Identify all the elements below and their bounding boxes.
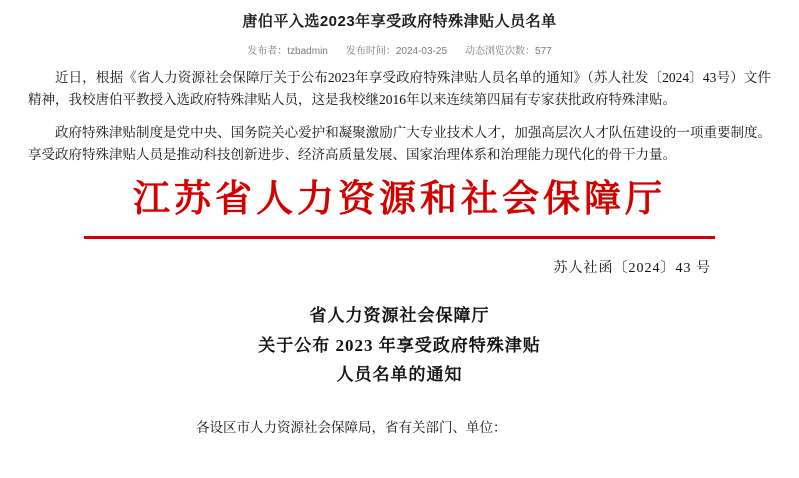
paragraph-1: 近日，根据《省人力资源社会保障厅关于公布2023年享受政府特殊津贴人员名单的通知》（苏人社发〔2024〕43号）文件精神，我校唐伯平教授入选政府特殊津贴人员，这是我校继2016年以来连续第四届有专家获批政府特殊津贴。 [28,70,771,107]
red-divider-line [84,236,715,239]
meta-publish-time-value: 2024-03-25 [395,46,448,57]
document-title-line-1: 省人力资源社会保障厅 [309,305,490,325]
issuing-authority-title: 江苏省人力资源和社会保障厅 [133,179,666,221]
document-title [0,301,799,390]
document-number: 苏人社函〔2024〕43 号 [553,260,711,276]
meta-publisher-value: tzbadmin [287,46,328,57]
meta-views [465,42,552,57]
meta-publisher [247,42,328,57]
meta-publish-time [346,42,447,57]
official-document-header [0,179,799,222]
meta-publisher-label: 发布者： [247,46,288,57]
article-body [0,67,799,165]
article-meta-bar [0,42,799,57]
meta-publish-time-label: 发布时间： [345,46,396,57]
paragraph-2: 政府特殊津贴制度是党中央、国务院关心爱护和凝聚激励广大专业技术人才，加强高层次人才队伍建设的一项重要制度。享受政府特殊津贴人员是推动科技创新进步、经济高质量发展、国家治理体系和治理能力现代化的骨干力量。 [28,124,771,162]
meta-views-label: 动态浏览次数： [465,46,536,57]
document-title-line-2: 关于公布 2023 年享受政府特殊津贴 [258,335,541,355]
document-title-line-3: 人员名单的通知 [336,365,463,385]
page-title: 唐伯平入选2023年享受政府特殊津贴人员名单 [242,13,557,30]
meta-views-value: 577 [535,46,552,57]
document-recipient: 各设区市人力资源社会保障局，省有关部门、单位： [196,420,507,436]
